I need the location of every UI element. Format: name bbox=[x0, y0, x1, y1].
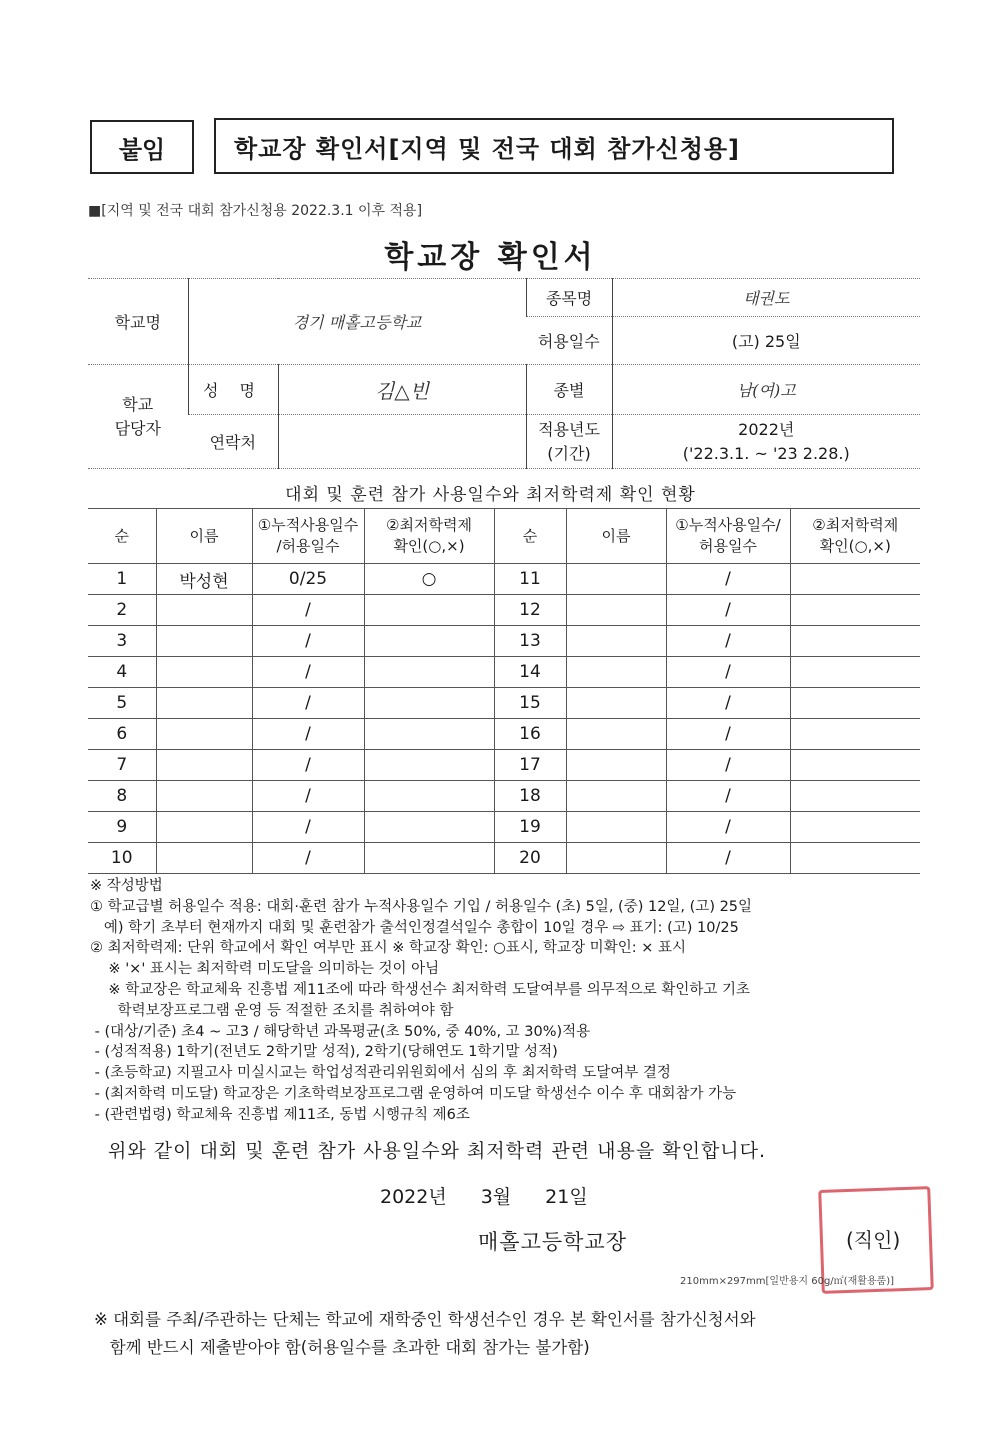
table-cell-ok1 bbox=[364, 657, 494, 688]
table-cell-ok2 bbox=[790, 781, 920, 812]
note-line: ① 학교급별 허용일수 적용: 대회·훈련 참가 누적사용일수 기입 / 허용일수 (초) 5일, (중) 12일, (고) 25일 bbox=[90, 898, 753, 915]
table-cell-n1: 2 bbox=[88, 595, 156, 626]
table-cell-ok1 bbox=[364, 812, 494, 843]
column-header: 순 bbox=[88, 509, 156, 564]
note-line: - (초등학교) 지필고사 미실시교는 학업성적관리위원회에서 심의 후 최저학력 도달여부 결정 bbox=[90, 1065, 671, 1082]
table-cell-n1: 4 bbox=[88, 657, 156, 688]
table-cell-days1: / bbox=[252, 626, 364, 657]
apply-note: ■[지역 및 전국 대회 참가신청용 2022.3.1 이후 적용] bbox=[88, 203, 423, 219]
table-cell-days2: / bbox=[666, 688, 790, 719]
table-cell-days1: / bbox=[252, 719, 364, 750]
table-cell-ok2 bbox=[790, 688, 920, 719]
table-cell-ok1 bbox=[364, 843, 494, 874]
table-cell-name1 bbox=[156, 719, 252, 750]
note-line: ※ 학교장은 학교체육 진흥법 제11조에 따라 학생선수 최저학력 도달여부를 의무적으로 확인하고 기초 bbox=[90, 981, 751, 998]
period-cell bbox=[612, 415, 920, 469]
table-cell-name1 bbox=[156, 781, 252, 812]
table-cell-name2 bbox=[566, 750, 666, 781]
table-cell-days1: / bbox=[252, 595, 364, 626]
note-line: ※ '×' 표시는 최저학력 미도달을 의미하는 것이 아님 bbox=[90, 961, 440, 978]
table-cell-days1: / bbox=[252, 781, 364, 812]
table-cell-name2 bbox=[566, 719, 666, 750]
document-header-title bbox=[214, 118, 894, 174]
table-cell-name1: 박성현 bbox=[156, 564, 252, 595]
table-cell-name2 bbox=[566, 843, 666, 874]
table-cell-name2 bbox=[566, 688, 666, 719]
table-cell-days2: / bbox=[666, 750, 790, 781]
note-line: 예) 학기 초부터 현재까지 대회 및 훈련참가 출석인정결석일수 총합이 10일 경우 ⇨ 표기: (고) 10/25 bbox=[90, 919, 739, 936]
table-cell-days1: / bbox=[252, 812, 364, 843]
paper-spec: 210mm×297mm[일반용지 60g/㎡(재활용품)] bbox=[680, 1276, 895, 1287]
table-cell-name1 bbox=[156, 750, 252, 781]
table-row bbox=[88, 626, 920, 657]
period-label: 적용년도 (기간) bbox=[526, 415, 612, 469]
table-row bbox=[88, 657, 920, 688]
table-row bbox=[88, 843, 920, 874]
info-table bbox=[88, 278, 920, 469]
table-cell-n1: 6 bbox=[88, 719, 156, 750]
table-cell-name1 bbox=[156, 626, 252, 657]
table-cell-n2: 14 bbox=[494, 657, 566, 688]
table-cell-ok2 bbox=[790, 812, 920, 843]
issue-date bbox=[380, 1182, 622, 1209]
column-header: ①누적사용일수/ 허용일수 bbox=[666, 509, 790, 564]
table-cell-ok2 bbox=[790, 843, 920, 874]
school-label: 학교명 bbox=[88, 279, 188, 365]
table-cell-name1 bbox=[156, 657, 252, 688]
table-cell-n2: 16 bbox=[494, 719, 566, 750]
note-line: - (성적적용) 1학기(전년도 2학기말 성적), 2학기(당해연도 1학기말 성적) bbox=[90, 1044, 558, 1061]
allowed-days-label: 허용일수 bbox=[526, 317, 612, 365]
table-cell-days1: 0/25 bbox=[252, 564, 364, 595]
footer-line: 함께 반드시 제출받아야 함(허용일수를 초과한 대회 참가는 불가함) bbox=[94, 1338, 590, 1357]
table-cell-days1: / bbox=[252, 657, 364, 688]
table-cell-days2: / bbox=[666, 812, 790, 843]
table-cell-name2 bbox=[566, 812, 666, 843]
column-header: ②최저학력제 확인(○,×) bbox=[364, 509, 494, 564]
date-month: 3월 bbox=[480, 1186, 512, 1208]
table-cell-n1: 3 bbox=[88, 626, 156, 657]
table-cell-ok1 bbox=[364, 719, 494, 750]
table-cell-name2 bbox=[566, 564, 666, 595]
table-cell-ok1: ○ bbox=[364, 564, 494, 595]
note-line: - (관련법령) 학교체육 진흥법 제11조, 동법 시행규칙 제6조 bbox=[90, 1106, 470, 1123]
table-cell-days2: / bbox=[666, 626, 790, 657]
table-cell-days2: / bbox=[666, 595, 790, 626]
table-cell-name2 bbox=[566, 595, 666, 626]
table-cell-days2: / bbox=[666, 564, 790, 595]
principal-name: 매홀고등학교장 bbox=[478, 1230, 628, 1254]
table-row bbox=[88, 812, 920, 843]
gender-value: 남(여)고 bbox=[612, 365, 920, 415]
contact-value bbox=[278, 415, 526, 469]
event-value: 태권도 bbox=[612, 279, 920, 317]
table-cell-ok1 bbox=[364, 750, 494, 781]
gender-label: 종별 bbox=[526, 365, 612, 415]
manager-name-value: 김△빈 bbox=[278, 365, 526, 415]
table-cell-n1: 7 bbox=[88, 750, 156, 781]
footer-note bbox=[94, 1306, 914, 1362]
table-header-row bbox=[88, 509, 920, 564]
school-value: 경기 매홀고등학교 bbox=[188, 279, 526, 365]
table-cell-n2: 18 bbox=[494, 781, 566, 812]
table-cell-n1: 9 bbox=[88, 812, 156, 843]
table-cell-name1 bbox=[156, 595, 252, 626]
allowed-days-value: (고) 25일 bbox=[612, 317, 920, 365]
note-line: 학력보장프로그램 운영 등 적절한 조치를 취하여야 함 bbox=[90, 1002, 454, 1019]
table-row bbox=[88, 781, 920, 812]
table-cell-name2 bbox=[566, 781, 666, 812]
note-line: ※ 작성방법 bbox=[90, 878, 163, 894]
note-line: ② 최저학력제: 단위 학교에서 확인 여부만 표시 ※ 학교장 확인: ○표시, 학교장 미확인: × 표시 bbox=[90, 940, 686, 957]
table-row bbox=[88, 750, 920, 781]
column-header: ①누적사용일수 /허용일수 bbox=[252, 509, 364, 564]
table-cell-ok2 bbox=[790, 626, 920, 657]
table-row bbox=[88, 564, 920, 595]
page-title: 학교장 확인서 bbox=[384, 240, 597, 275]
document-header-title-text: 학교장 확인서[지역 및 전국 대회 참가신청용] bbox=[234, 134, 741, 163]
year-value: 2022년 bbox=[738, 419, 795, 439]
period-value: ('22.3.1. ~ '23 2.28.) bbox=[682, 443, 850, 463]
table-cell-days2: / bbox=[666, 657, 790, 688]
column-header: 이름 bbox=[566, 509, 666, 564]
date-day: 21일 bbox=[545, 1186, 588, 1208]
note-line: - (대상/기준) 초4 ~ 고3 / 해당학년 과목평균(초 50%, 중 40%, 고 30%)적용 bbox=[90, 1023, 591, 1040]
table-cell-ok1 bbox=[364, 781, 494, 812]
table-cell-n2: 17 bbox=[494, 750, 566, 781]
table-cell-days1: / bbox=[252, 750, 364, 781]
table-cell-days1: / bbox=[252, 688, 364, 719]
table-cell-days1: / bbox=[252, 843, 364, 874]
note-line: - (최저학력 미도달) 학교장은 기초학력보장프로그램 운영하여 미도달 학생선수 이수 후 대회참가 가능 bbox=[90, 1085, 737, 1102]
table-cell-n2: 15 bbox=[494, 688, 566, 719]
manager-label: 학교 담당자 bbox=[88, 365, 188, 469]
table-cell-n2: 12 bbox=[494, 595, 566, 626]
table-cell-n1: 1 bbox=[88, 564, 156, 595]
table-cell-name2 bbox=[566, 657, 666, 688]
attachment-tag-label: 붙임 bbox=[118, 135, 166, 164]
column-header: 순 bbox=[494, 509, 566, 564]
table-cell-n2: 11 bbox=[494, 564, 566, 595]
table-cell-days2: / bbox=[666, 843, 790, 874]
table-cell-ok2 bbox=[790, 719, 920, 750]
table-row bbox=[88, 719, 920, 750]
confirmation-statement: 위와 같이 대회 및 훈련 참가 사용일수와 최저학력 관련 내용을 확인합니다. bbox=[108, 1140, 767, 1162]
section-title: 대회 및 훈련 참가 사용일수와 최저학력제 확인 현황 bbox=[285, 485, 696, 505]
table-cell-n2: 19 bbox=[494, 812, 566, 843]
table-cell-ok1 bbox=[364, 688, 494, 719]
seal-label: (직인) bbox=[846, 1228, 901, 1252]
attachment-tag bbox=[90, 120, 194, 174]
table-cell-name1 bbox=[156, 843, 252, 874]
footer-line: ※ 대회를 주최/주관하는 단체는 학교에 재학중인 학생선수인 경우 본 확인서를 참가신청서와 bbox=[94, 1310, 756, 1329]
table-cell-days2: / bbox=[666, 719, 790, 750]
table-cell-ok2 bbox=[790, 595, 920, 626]
usage-table bbox=[88, 508, 920, 874]
table-cell-days2: / bbox=[666, 781, 790, 812]
event-label: 종목명 bbox=[526, 279, 612, 317]
date-year: 2022년 bbox=[380, 1186, 447, 1208]
writing-guide-notes bbox=[90, 876, 920, 1126]
table-cell-name1 bbox=[156, 812, 252, 843]
table-cell-ok1 bbox=[364, 626, 494, 657]
contact-label: 연락처 bbox=[188, 415, 278, 469]
column-header: ②최저학력제 확인(○,×) bbox=[790, 509, 920, 564]
table-cell-name1 bbox=[156, 688, 252, 719]
table-cell-n1: 5 bbox=[88, 688, 156, 719]
table-cell-ok1 bbox=[364, 595, 494, 626]
table-cell-ok2 bbox=[790, 657, 920, 688]
column-header: 이름 bbox=[156, 509, 252, 564]
table-cell-n2: 13 bbox=[494, 626, 566, 657]
table-row bbox=[88, 688, 920, 719]
table-cell-ok2 bbox=[790, 750, 920, 781]
table-cell-n1: 10 bbox=[88, 843, 156, 874]
table-cell-n2: 20 bbox=[494, 843, 566, 874]
table-cell-ok2 bbox=[790, 564, 920, 595]
manager-name-label: 성 명 bbox=[188, 365, 278, 415]
table-cell-n1: 8 bbox=[88, 781, 156, 812]
table-cell-name2 bbox=[566, 626, 666, 657]
table-row bbox=[88, 595, 920, 626]
